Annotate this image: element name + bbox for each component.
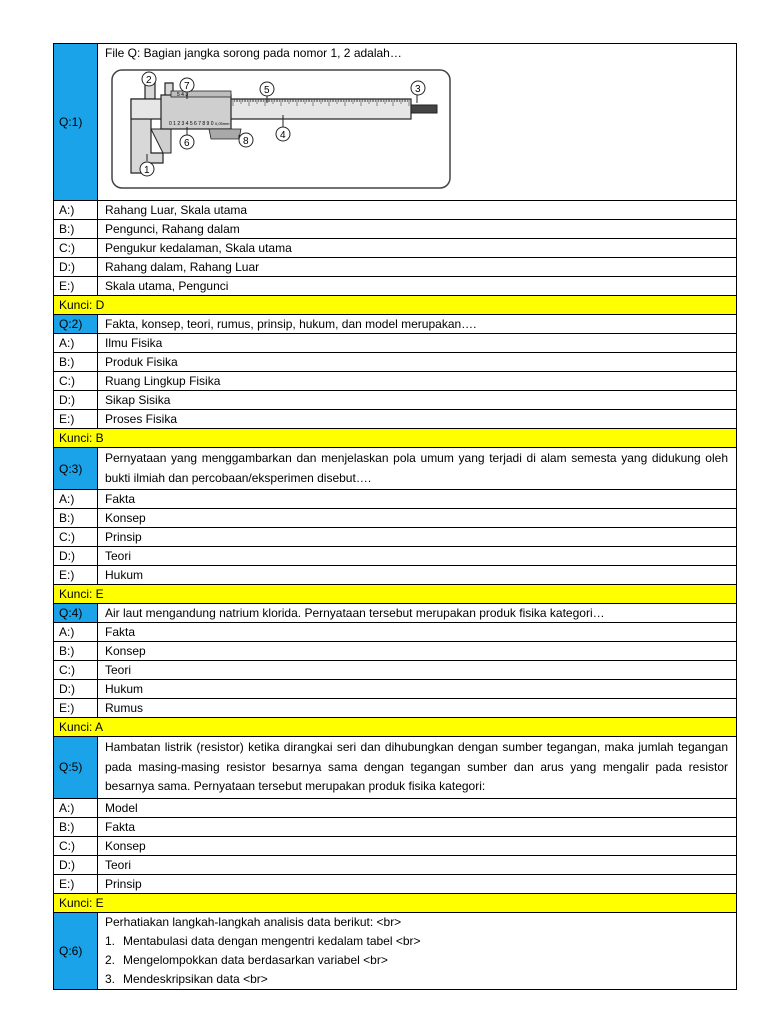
option-text: Produk Fisika: [98, 353, 737, 372]
step-number: 2.: [105, 952, 116, 967]
option-text: Proses Fisika: [98, 410, 737, 429]
option-text: Pengukur kedalaman, Skala utama: [98, 239, 737, 258]
answer-key-row: [54, 429, 737, 448]
option-label: D:): [54, 547, 98, 566]
question-text: Perhatiakan langkah-langkah analisis data berikut: <br>: [105, 914, 402, 929]
answer-key: Kunci: B: [54, 429, 737, 448]
question-label: Q:6): [54, 912, 98, 989]
question-row: [54, 737, 737, 799]
svg-text:3: 3: [415, 84, 421, 95]
option-label: B:): [54, 642, 98, 661]
option-row: [54, 334, 737, 353]
option-text: Rahang dalam, Rahang Luar: [98, 258, 737, 277]
option-label: A:): [54, 490, 98, 509]
option-text: Fakta: [98, 490, 737, 509]
vernier-caliper-figure: [111, 69, 451, 189]
quiz-table: [53, 43, 737, 990]
option-label: B:): [54, 817, 98, 836]
step-text: Mendeskripsikan data <br>: [123, 971, 268, 986]
marker-2: [142, 72, 156, 86]
step-text: Mentabulasi data dengan mengentri kedalam tabel <br>: [123, 933, 421, 948]
svg-text:4: 4: [280, 130, 286, 141]
option-row: [54, 836, 737, 855]
option-text: Fakta: [98, 623, 737, 642]
option-row: [54, 547, 737, 566]
svg-text:5: 5: [264, 85, 270, 96]
option-row: [54, 509, 737, 528]
marker-8: [239, 133, 253, 147]
question-row: [54, 315, 737, 334]
question-label: Q:2): [54, 315, 98, 334]
option-label: D:): [54, 258, 98, 277]
question-label: Q:4): [54, 604, 98, 623]
option-text: Prinsip: [98, 874, 737, 893]
option-label: E:): [54, 699, 98, 718]
option-row: [54, 680, 737, 699]
option-label: A:): [54, 623, 98, 642]
option-row: [54, 699, 737, 718]
option-row: [54, 817, 737, 836]
option-label: A:): [54, 798, 98, 817]
option-row: [54, 258, 737, 277]
option-row: [54, 623, 737, 642]
option-label: E:): [54, 566, 98, 585]
svg-text:6: 6: [184, 138, 190, 149]
option-text: Prinsip: [98, 528, 737, 547]
question-cell: [98, 912, 737, 989]
question-text: Air laut mengandung natrium klorida. Pernyataan tersebut merupakan produk fisika kategori…: [98, 604, 737, 623]
option-label: D:): [54, 680, 98, 699]
step-item: [105, 970, 728, 989]
option-text: Hukum: [98, 680, 737, 699]
option-row: [54, 855, 737, 874]
question-text: Pernyataan yang menggambarkan dan menjelaskan pola umum yang terjadi di alam semesta yang didukung oleh bukti ilmiah dan percobaan/eksperimen disebut….: [98, 448, 737, 490]
answer-key: Kunci: D: [54, 296, 737, 315]
option-text: Fakta: [98, 817, 737, 836]
steps-list: [105, 932, 728, 989]
option-label: B:): [54, 220, 98, 239]
option-text: Teori: [98, 855, 737, 874]
small-scale-text: 5 4 3: [177, 92, 189, 98]
option-row: [54, 874, 737, 893]
answer-key-row: [54, 296, 737, 315]
step-number: 3.: [105, 971, 116, 986]
option-row: [54, 566, 737, 585]
option-label: B:): [54, 509, 98, 528]
option-text: Rumus: [98, 699, 737, 718]
question-label: Q:5): [54, 737, 98, 799]
answer-key-row: [54, 718, 737, 737]
option-row: [54, 220, 737, 239]
option-text: Konsep: [98, 642, 737, 661]
option-row: [54, 661, 737, 680]
option-label: D:): [54, 855, 98, 874]
option-label: E:): [54, 277, 98, 296]
question-label: Q:1): [54, 44, 98, 201]
step-text: Mengelompokkan data berdasarkan variabel <br>: [123, 952, 388, 967]
vernier-digits: 0 1 2 3 4 5 6 7 8 9 0: [169, 121, 214, 127]
answer-key-row: [54, 585, 737, 604]
option-text: Konsep: [98, 836, 737, 855]
question-text: Hambatan listrik (resistor) ketika dirangkai seri dan dihubungkan dengan sumber tegangan, maka jumlah tegangan pada masing-masing resistor besarnya sama dengan tegangan sumber dan arus yang mengalir pada resistor besarnya sama. Pernyataan tersebut merupakan produk fisika kategori:: [98, 737, 737, 799]
question-row: [54, 448, 737, 490]
option-row: [54, 201, 737, 220]
option-text: Model: [98, 798, 737, 817]
question-cell: [98, 44, 737, 201]
option-row: [54, 391, 737, 410]
option-label: C:): [54, 528, 98, 547]
svg-text:8: 8: [243, 136, 249, 147]
option-text: Hukum: [98, 566, 737, 585]
option-label: E:): [54, 874, 98, 893]
answer-key: Kunci: E: [54, 585, 737, 604]
option-label: C:): [54, 239, 98, 258]
option-row: [54, 277, 737, 296]
option-text: Skala utama, Pengunci: [98, 277, 737, 296]
option-label: A:): [54, 334, 98, 353]
quiz-sheet: [53, 43, 737, 990]
step-item: [105, 932, 728, 951]
option-text: Ilmu Fisika: [98, 334, 737, 353]
option-label: C:): [54, 836, 98, 855]
svg-text:1: 1: [144, 165, 150, 176]
option-text: Konsep: [98, 509, 737, 528]
option-row: [54, 410, 737, 429]
option-text: Teori: [98, 547, 737, 566]
option-label: B:): [54, 353, 98, 372]
question-label: Q:3): [54, 448, 98, 490]
step-number: 1.: [105, 933, 116, 948]
option-label: E:): [54, 410, 98, 429]
step-item: [105, 951, 728, 970]
option-text: Sikap Sisika: [98, 391, 737, 410]
option-text: Rahang Luar, Skala utama: [98, 201, 737, 220]
option-row: [54, 528, 737, 547]
option-row: [54, 798, 737, 817]
option-text: Teori: [98, 661, 737, 680]
option-row: [54, 239, 737, 258]
question-text: Fakta, konsep, teori, rumus, prinsip, hukum, dan model merupakan….: [98, 315, 737, 334]
question-text: File Q: Bagian jangka sorong pada nomor 1, 2 adalah…: [105, 46, 402, 60]
option-row: [54, 372, 737, 391]
option-row: [54, 490, 737, 509]
option-text: Ruang Lingkup Fisika: [98, 372, 737, 391]
unit-text: 0,05mm: [215, 121, 230, 126]
option-label: C:): [54, 661, 98, 680]
answer-key: Kunci: E: [54, 893, 737, 912]
svg-text:7: 7: [184, 81, 190, 92]
answer-key-row: [54, 893, 737, 912]
option-row: [54, 642, 737, 661]
answer-key: Kunci: A: [54, 718, 737, 737]
option-row: [54, 353, 737, 372]
question-row: [54, 912, 737, 989]
question-row: [54, 604, 737, 623]
option-label: A:): [54, 201, 98, 220]
question-row: [54, 44, 737, 201]
option-label: C:): [54, 372, 98, 391]
option-text: Pengunci, Rahang dalam: [98, 220, 737, 239]
svg-text:2: 2: [146, 75, 152, 86]
option-label: D:): [54, 391, 98, 410]
